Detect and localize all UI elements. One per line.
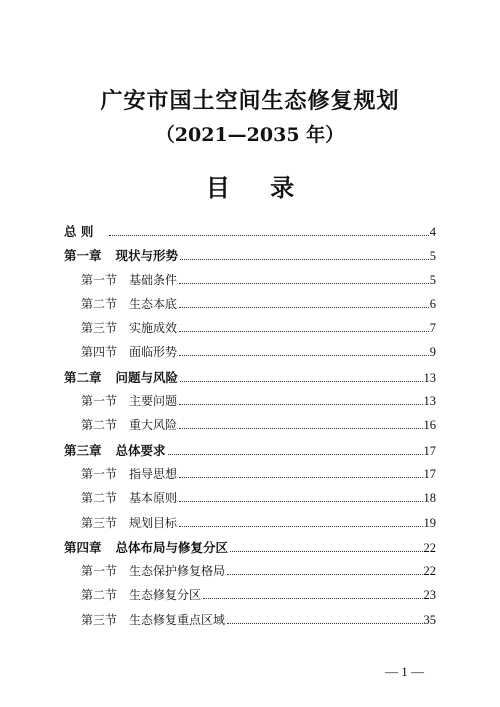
toc-dot-leader [179, 404, 422, 405]
toc-entry-page: 16 [423, 418, 436, 433]
toc-entry-number: 第一节 [81, 272, 118, 287]
toc-dot-leader [179, 477, 422, 478]
toc-entry-number: 第三章 [64, 442, 102, 458]
toc-entry-title: 基本原则 [129, 491, 178, 506]
toc-entry[interactable] [64, 586, 436, 610]
toc-entry-title: 生态本底 [129, 296, 178, 311]
toc-dot-leader [179, 283, 429, 284]
toc-entry-page: 5 [429, 272, 436, 287]
toc-entry-number: 第二节 [81, 588, 118, 603]
toc-entry-page: 18 [423, 491, 436, 506]
toc-entry-number: 第四节 [81, 345, 118, 360]
toc-entry-number: 总 则 [64, 224, 94, 239]
toc-entry-title: 问题与风险 [115, 369, 179, 385]
toc-entry-page: 4 [429, 225, 436, 239]
toc-dot-leader [179, 526, 422, 527]
toc-entry-number: 第二节 [81, 491, 118, 506]
toc-entry[interactable] [64, 416, 436, 440]
toc-entry-page: 7 [429, 321, 436, 336]
toc-entry-page: 22 [423, 540, 436, 555]
toc-dot-leader [180, 259, 429, 260]
toc-entry-page: 17 [423, 466, 436, 481]
toc-entry-title: 生态保护修复格局 [129, 564, 226, 579]
document-subtitle: （2021—2035 年） [155, 124, 345, 146]
toc-entry[interactable] [64, 392, 436, 416]
toc-entry-title: 生态修复重点区域 [129, 612, 226, 627]
toc-dot-leader [179, 307, 429, 308]
toc-entry-title: 总体布局与修复分区 [115, 539, 229, 555]
toc-entry-number: 第三节 [81, 515, 118, 530]
toc-entry-title: 总体要求 [115, 442, 166, 458]
toc-entry-page: 13 [423, 394, 436, 409]
toc-entry-number: 第三节 [81, 321, 118, 336]
toc-dot-leader [230, 551, 422, 552]
toc-entry-title: 现状与形势 [115, 248, 179, 264]
toc-dot-leader [179, 331, 429, 332]
toc-entry-page: 6 [429, 296, 436, 311]
toc-entry-page: 13 [423, 370, 436, 385]
toc-entry-title: 生态修复分区 [129, 588, 202, 603]
toc-entry-title: 面临形势 [129, 345, 178, 360]
toc-entry-title: 规划目标 [129, 515, 178, 530]
toc-entry-page: 17 [423, 443, 436, 458]
toc-dot-leader [179, 355, 429, 356]
toc-entry[interactable] [64, 611, 436, 635]
toc-entry-page: 22 [423, 564, 436, 579]
table-of-contents [64, 222, 436, 635]
toc-dot-leader [203, 598, 422, 599]
toc-entry[interactable] [64, 271, 436, 295]
toc-entry-number: 第四章 [64, 539, 102, 555]
toc-entry[interactable] [64, 441, 436, 465]
toc-entry-page: 5 [429, 249, 436, 264]
toc-entry-number: 第二节 [81, 296, 118, 311]
toc-entry[interactable] [64, 246, 436, 270]
toc-entry-page: 23 [423, 588, 436, 603]
toc-entry-number: 第三节 [81, 612, 118, 627]
toc-entry[interactable] [64, 222, 436, 246]
toc-entry[interactable] [64, 562, 436, 586]
toc-entry-number: 第一章 [64, 248, 102, 264]
toc-entry[interactable] [64, 319, 436, 343]
toc-entry[interactable] [64, 489, 436, 513]
toc-entry-title: 主要问题 [129, 394, 178, 409]
toc-dot-leader [227, 623, 422, 624]
page-number-footer: — 1 — [385, 664, 424, 679]
toc-entry-number: 第一节 [81, 394, 118, 409]
toc-dot-leader [168, 454, 423, 455]
document-title: 广安市国土空间生态修复规划 [100, 88, 400, 114]
toc-dot-leader [179, 501, 422, 502]
toc-entry[interactable] [64, 514, 436, 538]
toc-entry[interactable] [64, 368, 436, 392]
toc-dot-leader [227, 574, 422, 575]
toc-dot-leader [179, 428, 422, 429]
toc-heading: 目 录 [205, 173, 311, 202]
toc-entry-title: 基础条件 [129, 272, 178, 287]
toc-entry-title: 重大风险 [129, 418, 178, 433]
toc-entry[interactable] [64, 295, 436, 319]
toc-entry[interactable] [64, 343, 436, 367]
toc-entry-page: 35 [423, 612, 436, 627]
toc-entry-title: 指导思想 [129, 466, 178, 481]
toc-dot-leader [109, 235, 428, 236]
toc-entry-number: 第一节 [81, 466, 118, 481]
toc-entry-number: 第二章 [64, 369, 102, 385]
toc-entry[interactable] [64, 538, 436, 562]
toc-entry-page: 19 [423, 515, 436, 530]
toc-entry-title: 实施成效 [129, 321, 178, 336]
toc-dot-leader [180, 381, 422, 382]
toc-entry-number: 第一节 [81, 564, 118, 579]
toc-entry-number: 第二节 [81, 418, 118, 433]
toc-entry-page: 9 [429, 345, 436, 360]
toc-entry[interactable] [64, 465, 436, 489]
